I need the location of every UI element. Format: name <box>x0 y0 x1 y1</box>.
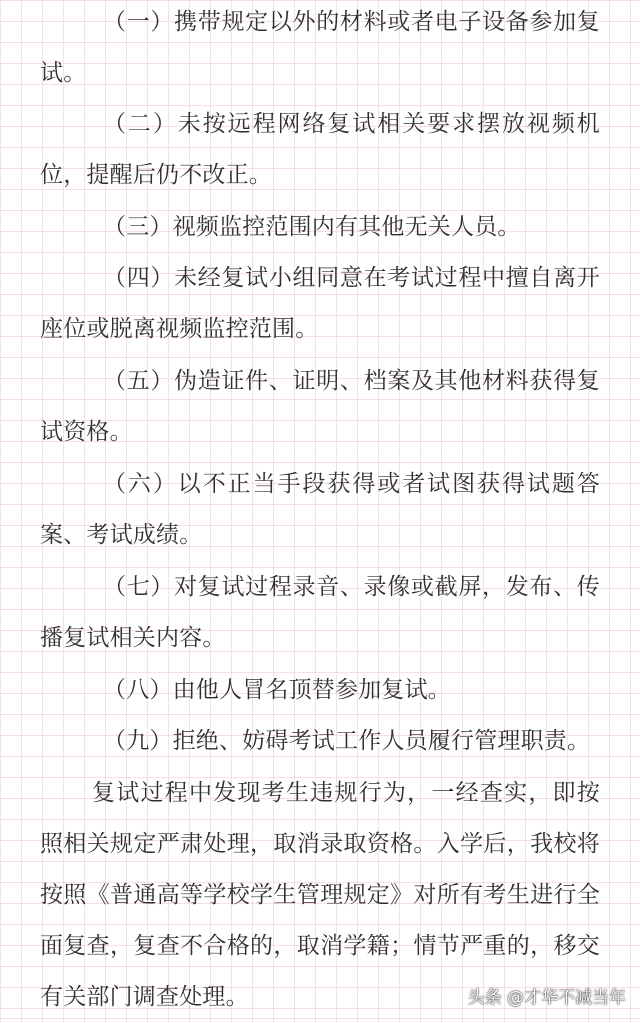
rule-item-6: （六）以不正当手段获得或者试图获得试题答案、考试成绩。 <box>40 471 600 548</box>
rule-item-8: （八）由他人冒名顶替参加复试。 <box>103 677 451 703</box>
rule-item-2: （二）未按远程网络复试相关要求摆放视频机位，提醒后仍不改正。 <box>40 111 600 188</box>
rule-item-5: （五）伪造证件、证明、档案及其他材料获得复试资格。 <box>40 368 600 445</box>
rule-item-7: （七）对复试过程录音、录像或截屏，发布、传播复试相关内容。 <box>40 574 600 651</box>
rule-item-3: （三）视频监控范围内有其他无关人员。 <box>103 214 521 240</box>
source-watermark: 头条 @才华不减当年 <box>467 988 626 1008</box>
rule-item-1: （一）携带规定以外的材料或者电子设备参加复试。 <box>40 9 600 86</box>
rule-item-4: （四）未经复试小组同意在考试过程中擅自离开座位或脱离视频监控范围。 <box>40 265 600 342</box>
closing-paragraph: 复试过程中发现考生违规行为，一经查实，即按照相关规定严肃处理，取消录取资格。入学后，我校将按照《普通高等学校学生管理规定》对所有考生进行全面复查，复查不合格的，取消学籍；情节严重的，移交有关部门调查处理。 <box>40 780 600 1010</box>
rule-item-9: （九）拒绝、妨碍考试工作人员履行管理职责。 <box>103 728 591 754</box>
